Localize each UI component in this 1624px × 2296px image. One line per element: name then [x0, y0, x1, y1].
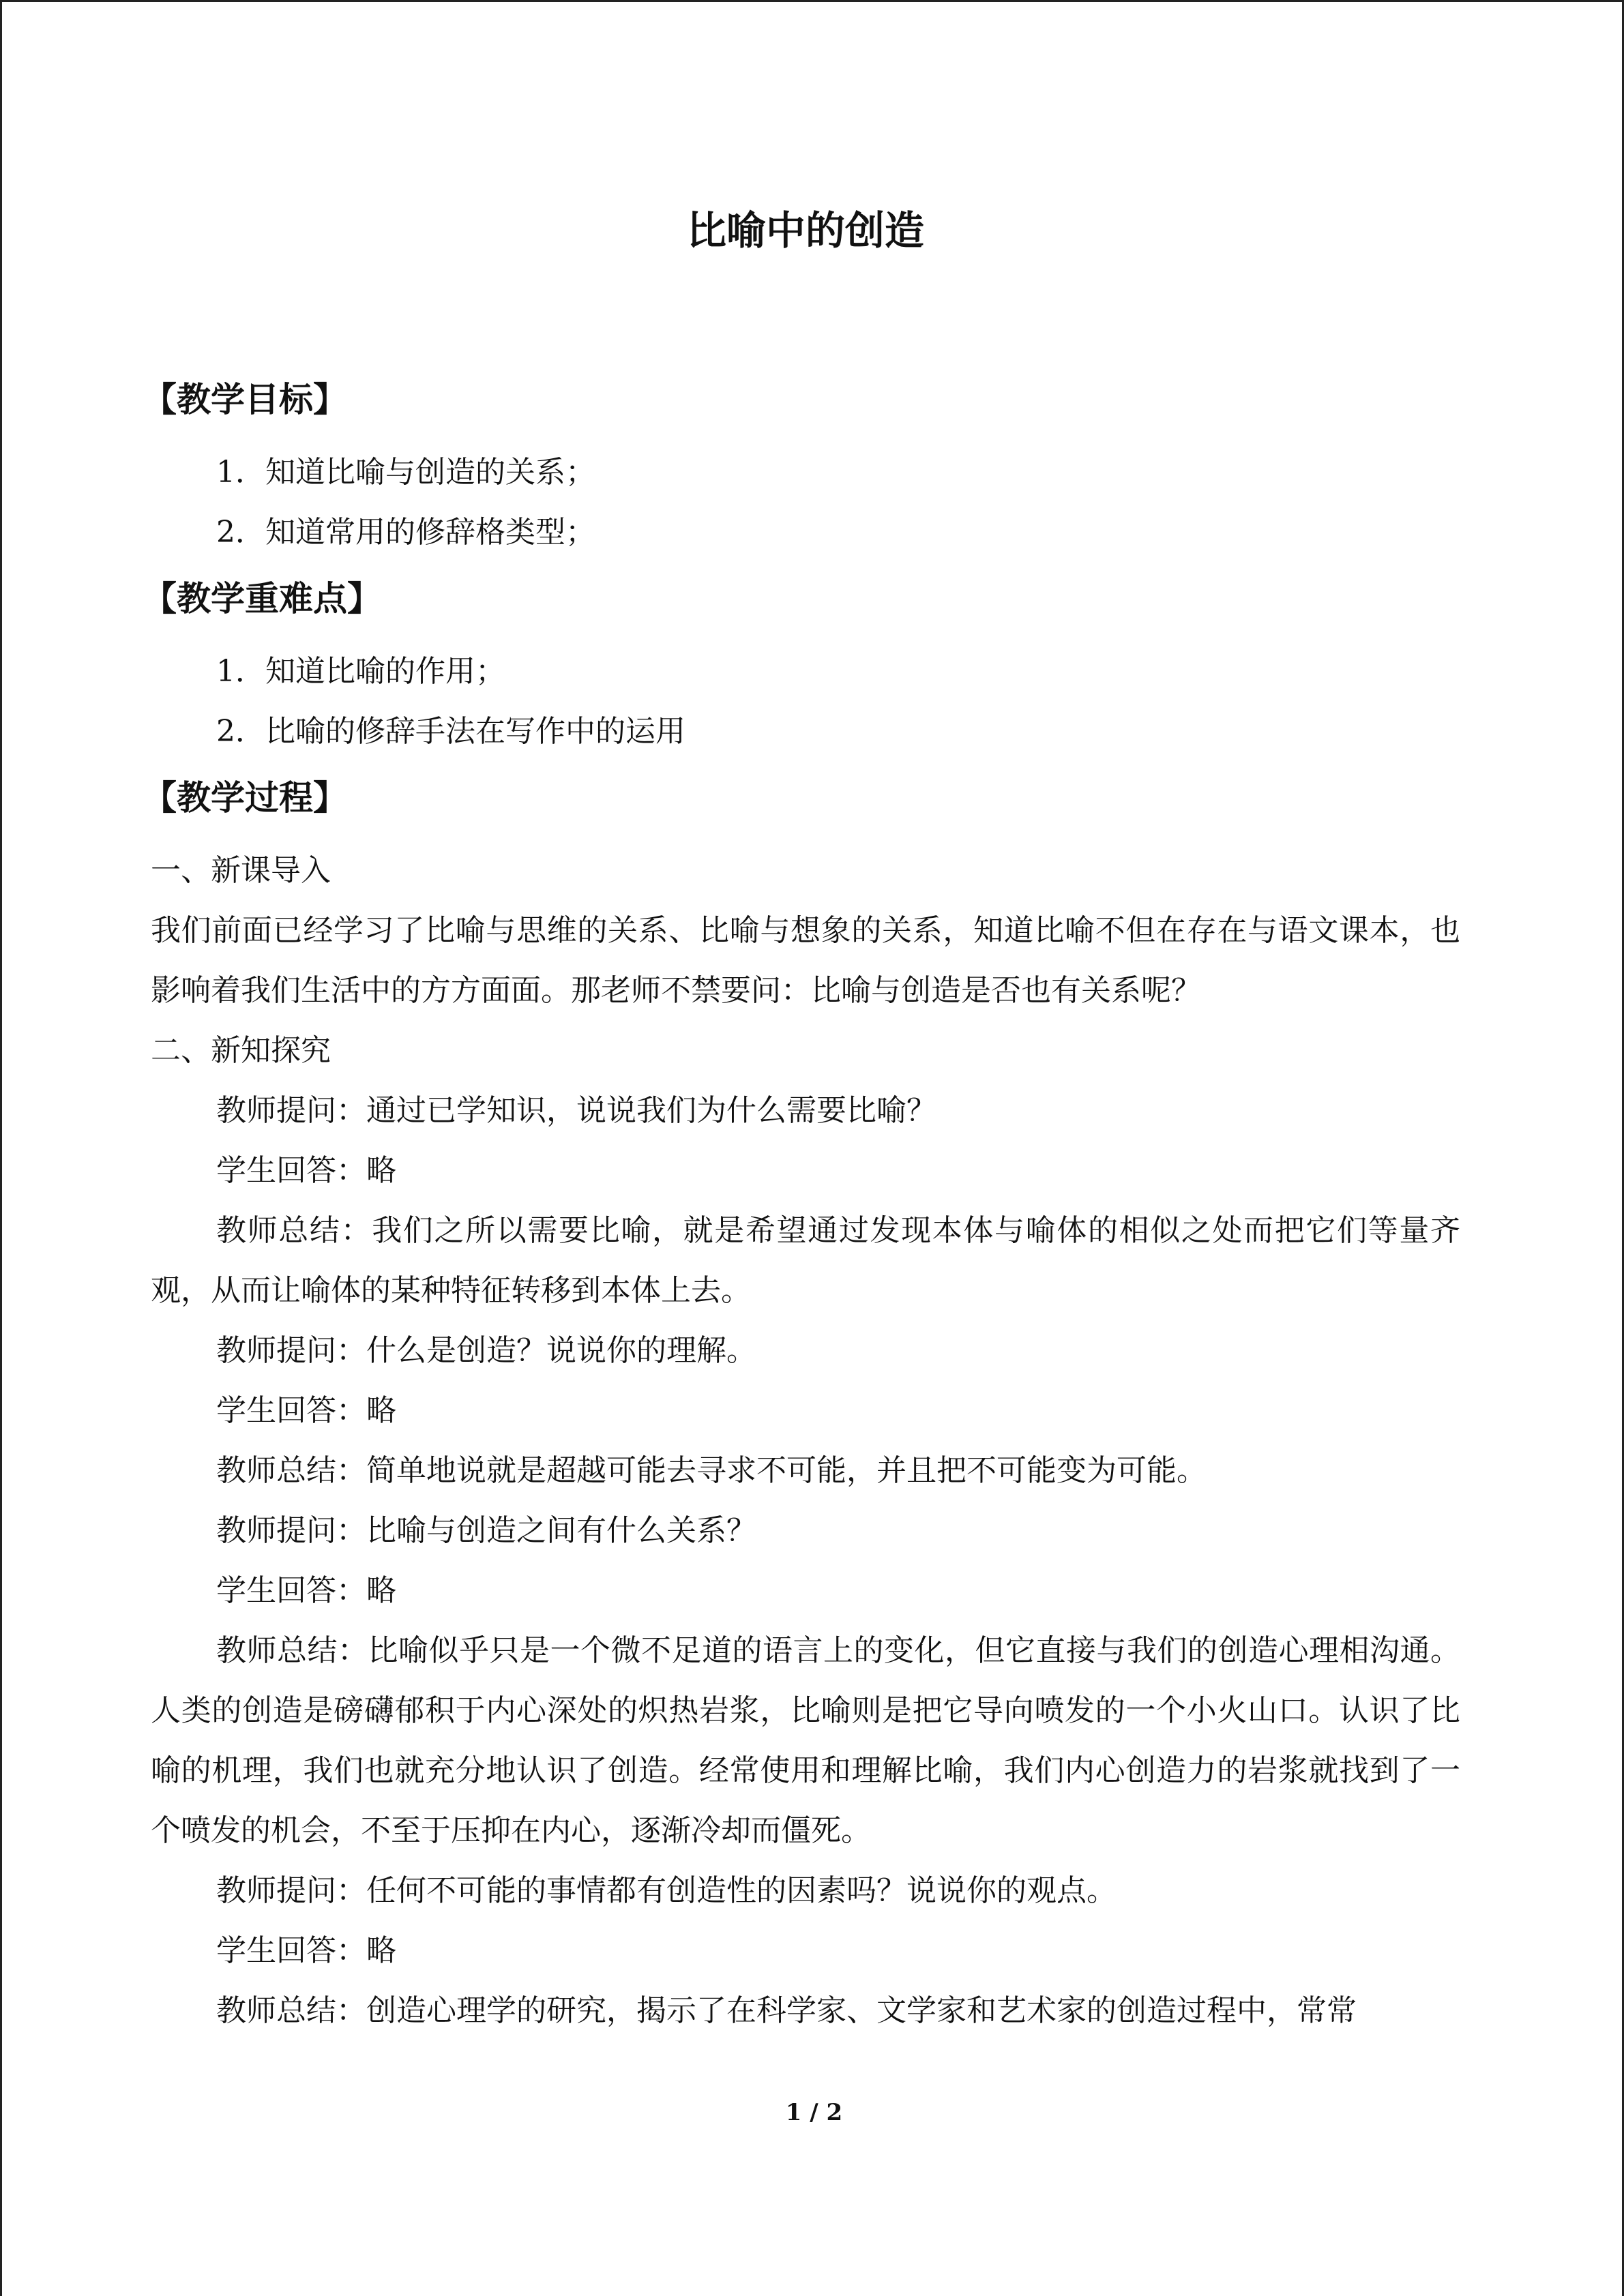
document-title: 比喻中的创造 [686, 207, 924, 254]
paragraph: 我们前面已经学习了比喻与思维的关系、比喻与想象的关系，知道比喻不但在存在与语文课本，也影响着我们生活中的方方面面。那老师不禁要问：比喻与创造是否也有关系呢？ [151, 913, 1460, 1008]
subheading-explore: 二、新知探究 [151, 1033, 331, 1068]
student-answer: 学生回答：略 [216, 1153, 396, 1188]
objective-item: 1．知道比喻与创造的关系； [216, 455, 595, 490]
student-answer: 学生回答：略 [216, 1393, 396, 1428]
teacher-summary: 教师总结：比喻似乎只是一个微不足道的语言上的变化，但它直接与我们的创造心理相沟通。人类的创造是磅礴郁积于内心深处的炽热岩浆，比喻则是把它导向喷发的一个小火山口。认识了比喻的机理，我们也就充分地认识了创造。经常使用和理解比喻，我们内心创造力的岩浆就找到了一个喷发的机会，不至于压抑在内心，逐渐冷却而僵死。 [151, 1633, 1460, 1848]
document-content [143, 207, 1460, 2041]
teacher-summary: 教师总结：我们之所以需要比喻，就是希望通过发现本体与喻体的相似之处而把它们等量齐观，从而让喻体的某种特征转移到本体上去。 [151, 1213, 1460, 1308]
teacher-question: 教师提问：比喻与创造之间有什么关系？ [216, 1513, 756, 1548]
objective-item: 2．知道常用的修辞格类型； [216, 515, 595, 550]
process-body [151, 841, 1460, 2041]
key-points-list [151, 642, 1460, 762]
section-heading-objectives: 【教学目标】 [143, 380, 347, 419]
subheading-intro: 一、新课导入 [151, 853, 331, 888]
teacher-summary: 教师总结：简单地说就是超越可能去寻求不可能，并且把不可能变为可能。 [216, 1453, 1207, 1488]
objectives-list [151, 443, 1460, 563]
teacher-question: 教师提问：任何不可能的事情都有创造性的因素吗？说说你的观点。 [216, 1873, 1117, 1908]
teacher-question: 教师提问：什么是创造？说说你的理解。 [216, 1333, 756, 1368]
page-number: 1 / 2 [785, 2099, 843, 2126]
key-point-item: 2．比喻的修辞手法在写作中的运用 [216, 714, 685, 749]
teacher-question: 教师提问：通过已学知识，说说我们为什么需要比喻？ [216, 1093, 936, 1128]
teacher-summary: 教师总结：创造心理学的研究，揭示了在科学家、文学家和艺术家的创造过程中，常常 [216, 1993, 1357, 2028]
key-point-item: 1．知道比喻的作用； [216, 654, 505, 689]
student-answer: 学生回答：略 [216, 1933, 396, 1968]
section-heading-key-points: 【教学重难点】 [143, 579, 381, 618]
student-answer: 学生回答：略 [216, 1573, 396, 1608]
section-heading-process: 【教学过程】 [143, 778, 347, 818]
